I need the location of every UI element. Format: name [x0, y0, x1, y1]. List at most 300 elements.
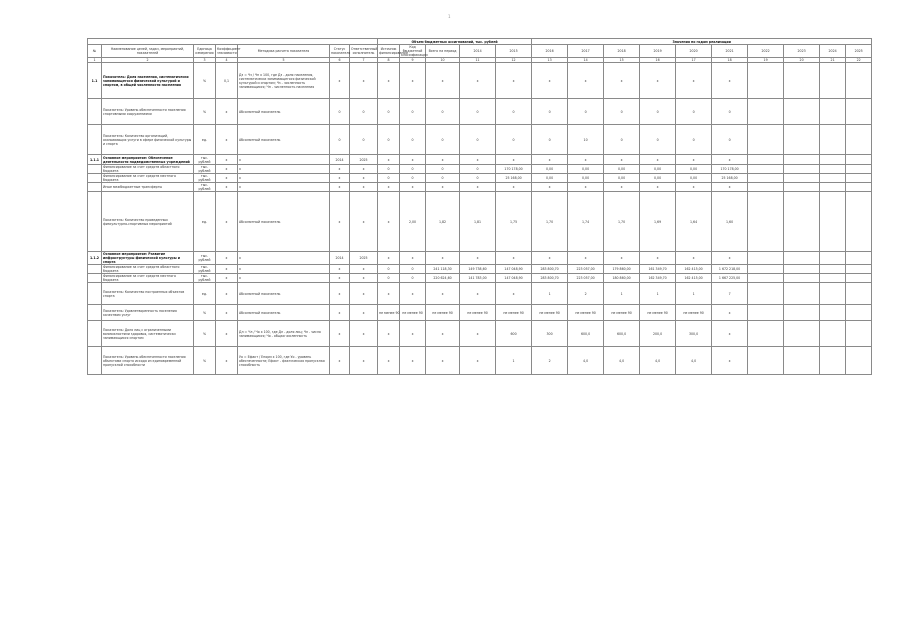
- table-row: [88, 174, 872, 183]
- cell-value: 147 048,90: [496, 265, 532, 274]
- cell-empty: [846, 125, 872, 155]
- cell-value: 180 860,00: [604, 274, 640, 283]
- cell-name: Показатель: Доля лиц с ограниченными возможностями здоровья, систематически занимающихся спортом: [102, 321, 194, 347]
- cell-name: Показатель: Количество организаций, оказывающих услуги в сфере физической культуры и спорта: [102, 125, 194, 155]
- column-number: 11: [460, 58, 496, 63]
- cell-value: x: [378, 63, 400, 99]
- cell-value: x: [426, 183, 460, 192]
- cell-value: 0: [712, 125, 748, 155]
- cell-value: x: [350, 63, 378, 99]
- cell-value: 1,70: [532, 192, 568, 252]
- cell-empty: [748, 347, 784, 375]
- cell-value: 0: [400, 274, 426, 283]
- cell-value: x: [330, 165, 350, 174]
- column-header: Всего на период: [426, 45, 460, 58]
- cell-no: [88, 192, 102, 252]
- cell-value: не менее 90: [460, 305, 496, 321]
- cell-value: x: [496, 63, 532, 99]
- cell-empty: [846, 155, 872, 165]
- column-number: 8: [378, 58, 400, 63]
- cell-value: x: [568, 183, 604, 192]
- column-number: 16: [640, 58, 676, 63]
- cell-value: 0,00: [568, 174, 604, 183]
- cell-value: x: [426, 63, 460, 99]
- cell-empty: [748, 165, 784, 174]
- cell-value: x: [378, 155, 400, 165]
- cell-value: 1,81: [460, 192, 496, 252]
- cell-value: 1,64: [676, 192, 712, 252]
- cell-value: x: [426, 155, 460, 165]
- cell-value: x: [496, 183, 532, 192]
- cell-coef: x: [216, 347, 238, 375]
- cell-empty: [784, 165, 820, 174]
- table-row: [88, 305, 872, 321]
- cell-unit: тыс. рублей: [194, 183, 216, 192]
- column-number: 9: [400, 58, 426, 63]
- cell-value: 1: [604, 283, 640, 305]
- cell-unit: тыс. рублей: [194, 265, 216, 274]
- cell-empty: [846, 183, 872, 192]
- cell-empty: [784, 99, 820, 125]
- column-header: 2022: [748, 45, 784, 58]
- column-number: 15: [604, 58, 640, 63]
- cell-name: Показатель: Удовлетворенность населения качеством услуг: [102, 305, 194, 321]
- column-number: 5: [238, 58, 330, 63]
- cell-value: x: [378, 252, 400, 265]
- column-number: 20: [784, 58, 820, 63]
- cell-value: x: [568, 155, 604, 165]
- cell-empty: [748, 265, 784, 274]
- cell-value: x: [676, 252, 712, 265]
- cell-method: x: [238, 183, 330, 192]
- cell-name: Показатель: Уровень обеспеченности населения спортивными сооружениями: [102, 99, 194, 125]
- cell-value: x: [330, 321, 350, 347]
- cell-empty: [748, 125, 784, 155]
- cell-value: x: [426, 252, 460, 265]
- cell-value: x: [640, 63, 676, 99]
- cell-value: 2014: [330, 252, 350, 265]
- cell-empty: [846, 192, 872, 252]
- cell-no: [88, 165, 102, 174]
- cell-value: 2: [532, 347, 568, 375]
- cell-value: 4,0: [568, 347, 604, 375]
- cell-value: x: [378, 283, 400, 305]
- table-row: [88, 252, 872, 265]
- cell-value: 241 118,30: [426, 265, 460, 274]
- cell-empty: [784, 265, 820, 274]
- cell-value: 0: [640, 99, 676, 125]
- cell-value: 1: [496, 347, 532, 375]
- cell-value: x: [400, 155, 426, 165]
- cell-value: x: [604, 63, 640, 99]
- cell-value: 223 057,00: [568, 274, 604, 283]
- cell-value: x: [350, 274, 378, 283]
- cell-empty: [820, 125, 846, 155]
- cell-value: x: [400, 283, 426, 305]
- column-header: Код бюджетной классификации: [401, 45, 428, 57]
- column-number: 7: [350, 58, 378, 63]
- cell-value: 0: [426, 165, 460, 174]
- column-header: 2020: [676, 45, 712, 58]
- column-number: 2: [102, 58, 194, 63]
- table-row: [88, 283, 872, 305]
- column-header: Статус показателя: [330, 45, 350, 58]
- cell-coef: x: [216, 183, 238, 192]
- column-header-row: [88, 45, 872, 58]
- cell-value: x: [712, 321, 748, 347]
- table-row: [88, 125, 872, 155]
- cell-empty: [820, 347, 846, 375]
- cell-value: x: [460, 155, 496, 165]
- cell-unit: тыс. рублей: [194, 155, 216, 165]
- cell-method: x: [238, 174, 330, 183]
- table-row: [88, 265, 872, 274]
- cell-unit: %: [194, 347, 216, 375]
- cell-method: x: [238, 265, 330, 274]
- cell-value: 0: [378, 165, 400, 174]
- cell-no: 1.1: [88, 63, 102, 99]
- cell-empty: [846, 265, 872, 274]
- cell-name: Показатель: Количество построенных объектов спорта: [102, 283, 194, 305]
- cell-value: x: [604, 252, 640, 265]
- column-number: 13: [532, 58, 568, 63]
- cell-coef: x: [216, 174, 238, 183]
- cell-value: x: [350, 165, 378, 174]
- cell-value: x: [330, 347, 350, 375]
- column-header: Ответственный исполнитель: [350, 45, 378, 58]
- column-header: 2024: [820, 45, 846, 58]
- cell-empty: [820, 155, 846, 165]
- cell-empty: [784, 183, 820, 192]
- cell-value: 2,00: [400, 192, 426, 252]
- header-budget-group: Объем бюджетных ассигнований, тыс. рублей: [378, 39, 532, 45]
- cell-value: 7: [712, 283, 748, 305]
- cell-value: x: [496, 155, 532, 165]
- column-header: Источник финансирования: [378, 45, 400, 58]
- cell-value: x: [350, 265, 378, 274]
- cell-value: x: [330, 174, 350, 183]
- cell-value: x: [350, 347, 378, 375]
- cell-value: 220 624,60: [426, 274, 460, 283]
- cell-value: 161 349,70: [640, 265, 676, 274]
- cell-name: Иные межбюджетные трансферты: [102, 183, 194, 192]
- cell-unit: ед.: [194, 283, 216, 305]
- cell-value: не менее 90: [378, 305, 400, 321]
- cell-value: 0,00: [640, 165, 676, 174]
- cell-value: 0: [604, 125, 640, 155]
- cell-value: 0: [640, 125, 676, 155]
- cell-empty: [748, 174, 784, 183]
- cell-value: 1,70: [604, 192, 640, 252]
- cell-name: Основное мероприятие: Обеспечение деятельности подведомственных учреждений: [102, 155, 194, 165]
- cell-unit: %: [194, 99, 216, 125]
- cell-empty: [784, 321, 820, 347]
- cell-value: 200,0: [640, 321, 676, 347]
- cell-empty: [748, 63, 784, 99]
- cell-empty: [820, 305, 846, 321]
- cell-value: не менее 90: [532, 305, 568, 321]
- cell-empty: [784, 174, 820, 183]
- cell-empty: [784, 155, 820, 165]
- cell-coef: x: [216, 192, 238, 252]
- cell-value: x: [400, 321, 426, 347]
- cell-value: 0: [350, 99, 378, 125]
- cell-value: 4,0: [676, 347, 712, 375]
- cell-coef: x: [216, 265, 238, 274]
- cell-value: x: [330, 63, 350, 99]
- cell-value: x: [330, 183, 350, 192]
- cell-value: 0: [532, 125, 568, 155]
- cell-value: 162 415,00: [676, 265, 712, 274]
- document-sheet: [87, 38, 863, 375]
- cell-coef: x: [216, 125, 238, 155]
- cell-value: 1 672 218,00: [712, 265, 748, 274]
- cell-value: не менее 90: [400, 305, 426, 321]
- cell-value: 300,0: [676, 321, 712, 347]
- cell-value: x: [460, 283, 496, 305]
- cell-no: [88, 283, 102, 305]
- column-header: Единица измерения: [194, 45, 216, 58]
- cell-unit: тыс. рублей: [194, 252, 216, 265]
- cell-value: 4,0: [604, 347, 640, 375]
- cell-empty: [784, 305, 820, 321]
- cell-value: x: [426, 347, 460, 375]
- cell-value: x: [350, 283, 378, 305]
- cell-empty: [846, 165, 872, 174]
- cell-value: 0: [496, 125, 532, 155]
- cell-value: x: [712, 347, 748, 375]
- cell-empty: [820, 99, 846, 125]
- cell-value: 0,00: [568, 165, 604, 174]
- cell-value: 0: [330, 125, 350, 155]
- cell-value: 0: [676, 125, 712, 155]
- cell-value: 141 783,00: [460, 274, 496, 283]
- cell-empty: [784, 283, 820, 305]
- cell-method: Абсолютный показатель: [238, 192, 330, 252]
- column-header: 2017: [568, 45, 604, 58]
- column-header: 2021: [712, 45, 748, 58]
- column-header: Коэффициент значимости: [216, 45, 238, 58]
- cell-value: 0: [676, 99, 712, 125]
- cell-value: 0: [378, 174, 400, 183]
- cell-value: 600: [496, 321, 532, 347]
- cell-coef: x: [216, 274, 238, 283]
- column-number: 12: [496, 58, 532, 63]
- header-values-group: Значения по годам реализации: [532, 39, 872, 45]
- cell-empty: [846, 347, 872, 375]
- cell-no: 1.1.2: [88, 252, 102, 265]
- cell-unit: тыс. рублей: [194, 174, 216, 183]
- cell-value: x: [712, 305, 748, 321]
- cell-value: x: [330, 283, 350, 305]
- page-number: 1: [448, 14, 451, 19]
- cell-no: [88, 183, 102, 192]
- cell-value: 162 415,00: [676, 274, 712, 283]
- cell-value: x: [378, 192, 400, 252]
- cell-value: x: [400, 183, 426, 192]
- cell-empty: [846, 321, 872, 347]
- cell-value: 283 800,70: [532, 265, 568, 274]
- cell-no: [88, 125, 102, 155]
- cell-value: x: [378, 347, 400, 375]
- cell-value: 162 349,70: [640, 274, 676, 283]
- cell-value: 0: [426, 125, 460, 155]
- cell-value: 0: [400, 99, 426, 125]
- column-number: 10: [426, 58, 460, 63]
- cell-value: x: [640, 183, 676, 192]
- cell-empty: [748, 274, 784, 283]
- cell-value: 0: [460, 165, 496, 174]
- column-header: 2014: [460, 45, 496, 58]
- cell-method: Абсолютный показатель: [238, 125, 330, 155]
- cell-value: x: [350, 305, 378, 321]
- cell-value: x: [640, 155, 676, 165]
- cell-empty: [748, 321, 784, 347]
- column-number: 22: [846, 58, 872, 63]
- cell-coef: x: [216, 99, 238, 125]
- table-row: [88, 63, 872, 99]
- cell-value: 1,69: [640, 192, 676, 252]
- cell-empty: [820, 174, 846, 183]
- cell-name: Основное мероприятие: Развитие инфраструктуры физической культуры и спорта: [102, 252, 194, 265]
- cell-empty: [846, 63, 872, 99]
- cell-value: 0: [460, 99, 496, 125]
- cell-method: x: [238, 274, 330, 283]
- cell-value: x: [460, 321, 496, 347]
- cell-name: Финансирование за счет средств местного бюджета: [102, 274, 194, 283]
- cell-empty: [748, 183, 784, 192]
- cell-value: не менее 90: [426, 305, 460, 321]
- cell-empty: [748, 99, 784, 125]
- cell-value: 1: [640, 283, 676, 305]
- cell-value: 0,00: [604, 165, 640, 174]
- cell-name: Финансирование за счет средств местного бюджета: [102, 174, 194, 183]
- column-header: 2018: [604, 45, 640, 58]
- cell-empty: [784, 125, 820, 155]
- column-number: 3: [194, 58, 216, 63]
- cell-method: x: [238, 252, 330, 265]
- cell-value: x: [330, 274, 350, 283]
- cell-value: 0,00: [676, 174, 712, 183]
- cell-value: не менее 90: [676, 305, 712, 321]
- table-row: [88, 183, 872, 192]
- cell-value: x: [350, 321, 378, 347]
- cell-value: x: [712, 63, 748, 99]
- column-number: 21: [820, 58, 846, 63]
- cell-empty: [748, 305, 784, 321]
- cell-coef: x: [216, 305, 238, 321]
- cell-empty: [748, 283, 784, 305]
- cell-value: 0: [712, 99, 748, 125]
- cell-value: 1,75: [496, 192, 532, 252]
- cell-value: 4,0: [640, 347, 676, 375]
- cell-no: [88, 265, 102, 274]
- cell-value: x: [330, 265, 350, 274]
- cell-value: 283 800,70: [532, 274, 568, 283]
- column-header: 2023: [784, 45, 820, 58]
- cell-name: Показатель: Количество проведенных физкультурно-спортивных мероприятий: [102, 192, 194, 252]
- cell-unit: %: [194, 63, 216, 99]
- cell-no: [88, 347, 102, 375]
- table-row: [88, 165, 872, 174]
- cell-value: 0: [378, 125, 400, 155]
- table-row: [88, 321, 872, 347]
- cell-method: Абсолютный показатель: [238, 283, 330, 305]
- cell-empty: [846, 274, 872, 283]
- cell-empty: [846, 174, 872, 183]
- cell-unit: тыс. рублей: [194, 165, 216, 174]
- cell-no: [88, 321, 102, 347]
- cell-method: x: [238, 155, 330, 165]
- cell-value: x: [568, 252, 604, 265]
- cell-value: x: [496, 252, 532, 265]
- cell-value: x: [426, 283, 460, 305]
- column-number: 14: [568, 58, 604, 63]
- cell-method: x: [238, 165, 330, 174]
- cell-value: x: [532, 183, 568, 192]
- cell-value: x: [400, 347, 426, 375]
- cell-value: x: [460, 63, 496, 99]
- cell-name: Показатель: Уровень обеспеченности населения объектами спорта исходя из единовременной пропускной способности: [102, 347, 194, 375]
- cell-value: x: [532, 252, 568, 265]
- cell-no: [88, 305, 102, 321]
- cell-value: x: [400, 252, 426, 265]
- cell-value: не менее 90: [604, 305, 640, 321]
- cell-coef: x: [216, 283, 238, 305]
- cell-value: x: [496, 283, 532, 305]
- cell-value: 0,00: [640, 174, 676, 183]
- column-header: 2025: [846, 45, 872, 58]
- cell-coef: x: [216, 165, 238, 174]
- cell-empty: [820, 192, 846, 252]
- cell-value: 149 738,60: [460, 265, 496, 274]
- cell-value: 10: [568, 125, 604, 155]
- cell-value: x: [676, 63, 712, 99]
- cell-value: 0: [400, 174, 426, 183]
- cell-name: Финансирование за счет средств областного бюджета: [102, 165, 194, 174]
- cell-name: Показатель: Доля населения, систематически занимающегося физической культурой и спортом, в общей численности населения: [102, 63, 194, 99]
- cell-unit: %: [194, 321, 216, 347]
- table-row: [88, 192, 872, 252]
- cell-value: 0: [532, 99, 568, 125]
- cell-value: 179 860,00: [604, 265, 640, 274]
- cell-value: 1: [676, 283, 712, 305]
- cell-unit: %: [194, 305, 216, 321]
- cell-value: x: [568, 63, 604, 99]
- cell-value: 0: [330, 99, 350, 125]
- cell-value: x: [350, 183, 378, 192]
- cell-value: 1: [532, 283, 568, 305]
- cell-empty: [748, 252, 784, 265]
- cell-empty: [820, 283, 846, 305]
- cell-value: 170 178,00: [496, 165, 532, 174]
- cell-value: x: [640, 252, 676, 265]
- cell-empty: [748, 155, 784, 165]
- cell-empty: [846, 283, 872, 305]
- cell-value: 1,74: [568, 192, 604, 252]
- cell-value: 0: [496, 99, 532, 125]
- cell-value: 1,60: [712, 192, 748, 252]
- cell-value: 2025: [350, 252, 378, 265]
- cell-value: 0: [350, 125, 378, 155]
- cell-value: 0: [378, 265, 400, 274]
- cell-value: 0: [460, 174, 496, 183]
- cell-method: Уо = Ефакт / Енорм x 100, где Уо - уровень обеспеченности; Ефакт - фактическая пропускная способность: [238, 347, 330, 375]
- cell-method: Абсолютный показатель: [238, 99, 330, 125]
- cell-method: Абсолютный показатель: [238, 305, 330, 321]
- cell-empty: [820, 321, 846, 347]
- cell-value: 25 168,00: [496, 174, 532, 183]
